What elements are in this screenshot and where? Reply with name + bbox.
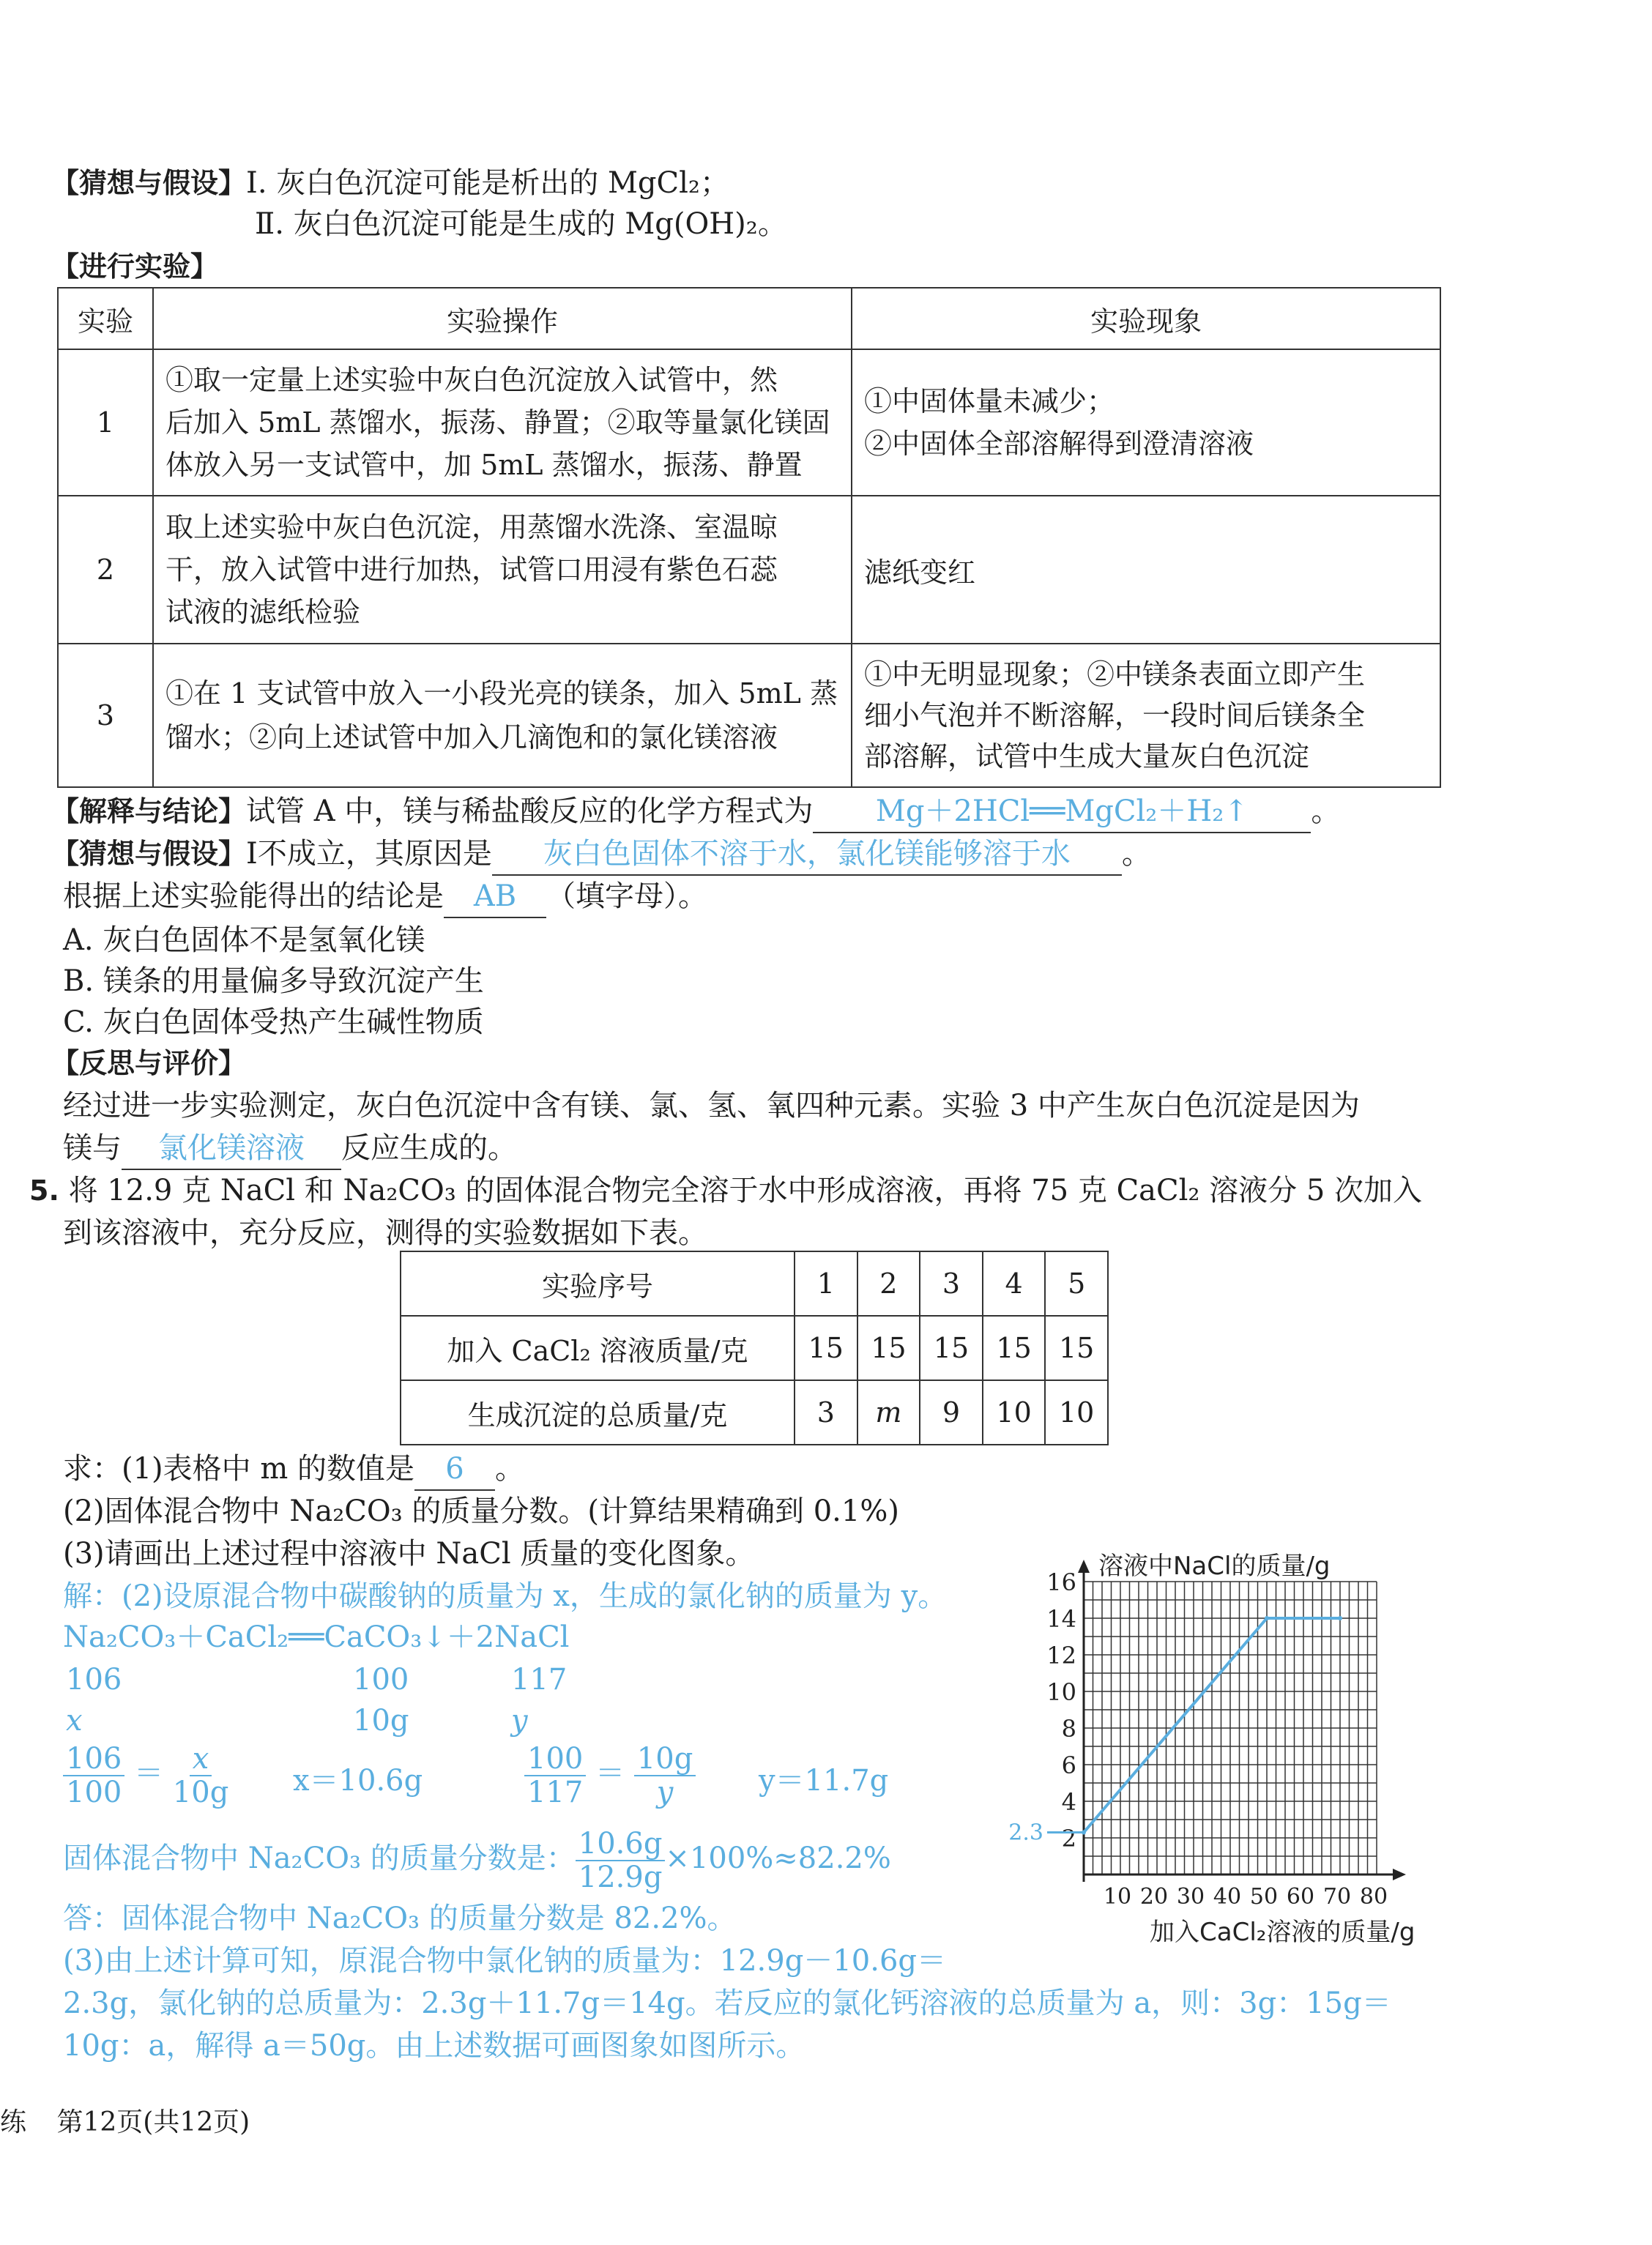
dt-r2-c2: 15 bbox=[857, 1316, 920, 1380]
series-point bbox=[1082, 1831, 1086, 1835]
hypothesis2-end: 。 bbox=[1121, 837, 1151, 871]
q5-ask1-answer: 6 bbox=[414, 1448, 495, 1491]
frac4-num: 10g bbox=[634, 1743, 696, 1776]
reflection-line2 bbox=[63, 1128, 517, 1170]
exp-row1-obs-l2: ②中固体全部溶解得到澄清溶液 bbox=[864, 428, 1254, 460]
exp-row3-obs-l2: 细小气泡并不断溶解，一段时间后镁条全 bbox=[864, 699, 1366, 731]
sol-s9: 10g：a，解得 a＝50g。由上述数据可画图象如图所示。 bbox=[63, 2029, 805, 2063]
series-point bbox=[1265, 1616, 1269, 1620]
frac5-num: 10.6g bbox=[576, 1828, 666, 1861]
dt-r2-c4: 15 bbox=[983, 1316, 1046, 1380]
series-point bbox=[1338, 1616, 1342, 1620]
exp-header-op: 实验操作 bbox=[153, 288, 852, 349]
hypothesis2-heading: 【猜想与假设】 bbox=[51, 838, 247, 870]
derive-line bbox=[63, 876, 707, 918]
conclusion-answer: Mg＋2HCl══MgCl₂＋H₂↑ bbox=[813, 791, 1311, 833]
frac3-eq: ＝ bbox=[595, 1757, 625, 1790]
frac-x-10g bbox=[173, 1743, 229, 1809]
footer-page: 第12页(共12页) bbox=[56, 2107, 250, 2137]
experiment-heading: 【进行实验】 bbox=[51, 250, 219, 283]
frac1-num: 106 bbox=[63, 1743, 124, 1776]
dt-r2-c1: 15 bbox=[795, 1316, 857, 1380]
sol-m1-2: 117 bbox=[511, 1663, 568, 1697]
frac2-den: 10g bbox=[172, 1776, 229, 1809]
sol-s5 bbox=[63, 1828, 891, 1894]
derive-end: （填字母）。 bbox=[546, 879, 707, 913]
sol-s5b: ×100%≈82.2% bbox=[665, 1842, 891, 1875]
footer bbox=[0, 2101, 250, 2139]
exp-row2-op bbox=[153, 496, 852, 644]
x-axis-arrow bbox=[1393, 1869, 1406, 1880]
x-tick-label: 80 bbox=[1359, 1884, 1388, 1910]
frac-percent bbox=[576, 1828, 666, 1894]
exp-row1-op-l2: 后加入 5mL 蒸馏水，振荡、静置；②取等量氯化镁固 bbox=[165, 406, 830, 439]
data-table bbox=[400, 1251, 1109, 1445]
dt-r1-c5: 5 bbox=[1045, 1251, 1108, 1316]
frac2-num: x bbox=[190, 1743, 212, 1776]
frac3-den: 117 bbox=[527, 1776, 584, 1809]
hypothesis-h1: Ⅰ. 灰白色沉淀可能是析出的 MgCl₂； bbox=[246, 166, 729, 200]
frac-106-100 bbox=[63, 1743, 124, 1809]
y-tick-label: 2 bbox=[1061, 1825, 1076, 1853]
conclusion-heading: 【解释与结论】 bbox=[51, 795, 247, 827]
reflection-answer: 氯化镁溶液 bbox=[122, 1128, 341, 1170]
exp-header-no: 实验 bbox=[58, 288, 153, 349]
y-tick-label: 16 bbox=[1046, 1568, 1076, 1596]
conclusion-text: 试管 A 中，镁与稀盐酸反应的化学方程式为 bbox=[246, 794, 814, 828]
sol-s6: 答：固体混合物中 Na₂CO₃ 的质量分数是 82.2%。 bbox=[63, 1902, 737, 1935]
dt-r3-c3: 9 bbox=[920, 1380, 983, 1445]
y-tick-label: 12 bbox=[1046, 1642, 1076, 1669]
frac1-den: 100 bbox=[66, 1776, 122, 1809]
sol-frac-row bbox=[63, 1743, 228, 1809]
exp-row1-obs bbox=[852, 349, 1440, 496]
sol-s5a: 固体混合物中 Na₂CO₃ 的质量分数是： bbox=[63, 1842, 576, 1875]
chart-title: 溶液中NaCl的质量/g bbox=[1098, 1552, 1331, 1581]
dt-r3-c1: 3 bbox=[795, 1380, 857, 1445]
reflection-line2a: 镁与 bbox=[63, 1131, 122, 1165]
conclusion-line bbox=[51, 791, 1340, 833]
y-tick-label: 4 bbox=[1061, 1788, 1076, 1816]
dt-r1-c3: 3 bbox=[920, 1251, 983, 1316]
dt-r3-c0: 生成沉淀的总质量/克 bbox=[401, 1380, 795, 1445]
y-tick-label: 14 bbox=[1046, 1605, 1076, 1633]
sol-m2-1: 10g bbox=[353, 1704, 409, 1738]
sol-s8: 2.3g，氯化钠的总质量为：2.3g＋11.7g＝14g。若反应的氯化钙溶液的总质量为 a，则：3g：15g＝ bbox=[63, 1987, 1391, 2020]
dt-r2-c0: 加入 CaCl₂ 溶液质量/克 bbox=[401, 1316, 795, 1380]
experiment-table bbox=[57, 287, 1441, 788]
derive-answer: AB bbox=[444, 876, 546, 918]
frac3-num: 100 bbox=[524, 1743, 586, 1776]
frac-100-117 bbox=[524, 1743, 586, 1809]
sol-yres: y＝11.7g bbox=[759, 1764, 889, 1798]
x-tick-label: 40 bbox=[1213, 1884, 1242, 1910]
x-tick-label: 10 bbox=[1103, 1884, 1132, 1910]
q5-line2: 到该溶液中，充分反应，测得的实验数据如下表。 bbox=[63, 1216, 707, 1250]
option-c: C. 灰白色固体受热产生碱性物质 bbox=[63, 1005, 484, 1039]
sol-m1-1: 100 bbox=[353, 1663, 409, 1697]
footer-left: 练 bbox=[0, 2107, 27, 2137]
x-tick-label: 30 bbox=[1176, 1884, 1205, 1910]
y-tick-label: 8 bbox=[1061, 1715, 1076, 1743]
exp-row2-op-l2: 干，放入试管中进行加热，试管口用浸有紫色石蕊 bbox=[165, 554, 778, 586]
option-a: A. 灰白色固体不是氢氧化镁 bbox=[63, 923, 425, 957]
exp-header-obs: 实验现象 bbox=[852, 288, 1440, 349]
y-axis-arrow bbox=[1078, 1560, 1090, 1573]
dt-r2-c5: 15 bbox=[1045, 1316, 1108, 1380]
dt-r2-c3: 15 bbox=[920, 1316, 983, 1380]
exp-row2-obs: 滤纸变红 bbox=[852, 496, 1440, 644]
exp-row1-op bbox=[153, 349, 852, 496]
frac1-eq: ＝ bbox=[134, 1757, 164, 1790]
dt-r3-c4: 10 bbox=[983, 1380, 1046, 1445]
sol-m2-2: y bbox=[511, 1704, 528, 1738]
sol-frac-row2 bbox=[524, 1743, 696, 1809]
dt-r1-c4: 4 bbox=[983, 1251, 1046, 1316]
reflection-heading: 【反思与评价】 bbox=[51, 1047, 247, 1079]
y-tick-label: 6 bbox=[1061, 1751, 1076, 1779]
option-b: B. 镁条的用量偏多导致沉淀产生 bbox=[63, 964, 484, 998]
x-axis-label: 加入CaCl₂溶液的质量/g bbox=[1150, 1918, 1415, 1947]
exp-row3-op-l1: ①在 1 支试管中放入一小段光亮的镁条，加入 5mL 蒸 bbox=[165, 677, 838, 710]
frac-10g-y bbox=[634, 1743, 696, 1809]
exp-row3-op bbox=[153, 644, 852, 787]
frac4-den: y bbox=[656, 1776, 674, 1809]
q5-ask1-end: 。 bbox=[495, 1452, 525, 1486]
nacl-mass-chart bbox=[1008, 1552, 1465, 1948]
hypothesis2-line bbox=[51, 833, 1151, 876]
exp-row3-obs-l1: ①中无明显现象；②中镁条表面立即产生 bbox=[864, 658, 1366, 690]
dt-r1-c2: 2 bbox=[857, 1251, 920, 1316]
exp-row1-op-l3: 体放入另一支试管中，加 5mL 蒸馏水，振荡、静置 bbox=[165, 449, 803, 481]
exp-row3-obs-l3: 部溶解，试管中生成大量灰白色沉淀 bbox=[864, 740, 1310, 772]
q5-num: 5. bbox=[29, 1174, 59, 1207]
exp-row3-obs bbox=[852, 644, 1440, 787]
exp-row1-obs-l1: ①中固体量未减少； bbox=[864, 385, 1115, 417]
q5-line1-text: 将 12.9 克 NaCl 和 Na₂CO₃ 的固体混合物完全溶于水中形成溶液，再将 75 克 CaCl₂ 溶液分 5 次加入 bbox=[68, 1174, 1423, 1207]
hypothesis2-text: Ⅰ不成立，其原因是 bbox=[246, 837, 492, 871]
x-tick-label: 60 bbox=[1286, 1884, 1315, 1910]
hypothesis2-answer: 灰白色固体不溶于水，氯化镁能够溶于水 bbox=[492, 833, 1122, 876]
hypothesis-heading: 【猜想与假设】 bbox=[51, 167, 247, 199]
x-tick-label: 50 bbox=[1249, 1884, 1279, 1910]
hypothesis-line1 bbox=[51, 163, 729, 204]
dt-r3-c2: m bbox=[857, 1380, 920, 1445]
exp-row2-op-l1: 取上述实验中灰白色沉淀，用蒸馏水洗涤、室温晾 bbox=[165, 511, 778, 543]
reflection-line2b: 反应生成的。 bbox=[341, 1131, 517, 1165]
sol-m1-0: 106 bbox=[66, 1663, 122, 1697]
dt-r1-c0: 实验序号 bbox=[401, 1251, 795, 1316]
x-tick-label: 70 bbox=[1322, 1884, 1352, 1910]
frac5-den: 12.9g bbox=[578, 1861, 663, 1894]
dt-r1-c1: 1 bbox=[795, 1251, 857, 1316]
sol-m2-0: x bbox=[66, 1704, 83, 1738]
exp-row3-no: 3 bbox=[58, 644, 153, 787]
conclusion-end: 。 bbox=[1311, 794, 1341, 828]
sol-eq: Na₂CO₃＋CaCl₂══CaCO₃↓＋2NaCl bbox=[63, 1620, 570, 1654]
exp-row3-op-l2: 馏水；②向上述试管中加入几滴饱和的氯化镁溶液 bbox=[165, 721, 778, 753]
exp-row2-no: 2 bbox=[58, 496, 153, 644]
sol-s1: 解：(2)设原混合物中碳酸钠的质量为 x，生成的氯化钠的质量为 y。 bbox=[63, 1579, 948, 1613]
dt-r3-c5: 10 bbox=[1045, 1380, 1108, 1445]
exp-row2-op-l3: 试液的滤纸检验 bbox=[165, 596, 361, 628]
start-value-label: 2.3 bbox=[1008, 1820, 1043, 1846]
x-tick-label: 20 bbox=[1139, 1884, 1169, 1910]
sol-s7: (3)由上述计算可知，原混合物中氯化钠的质量为：12.9g－10.6g＝ bbox=[63, 1944, 946, 1978]
hypothesis-h2: Ⅱ. 灰白色沉淀可能是生成的 Mg(OH)₂。 bbox=[255, 207, 787, 241]
exp-row1-no: 1 bbox=[58, 349, 153, 496]
q5-ask1 bbox=[63, 1448, 524, 1491]
q5-ask3: (3)请画出上述过程中溶液中 NaCl 质量的变化图象。 bbox=[63, 1537, 755, 1571]
derive-text: 根据上述实验能得出的结论是 bbox=[63, 879, 444, 913]
sol-xres: x＝10.6g bbox=[293, 1764, 423, 1798]
q5-ask1-text: 求：(1)表格中 m 的数值是 bbox=[63, 1452, 415, 1486]
y-tick-label: 10 bbox=[1046, 1678, 1076, 1706]
q5-line1 bbox=[29, 1170, 1422, 1211]
exp-row1-op-l1: ①取一定量上述实验中灰白色沉淀放入试管中，然 bbox=[165, 364, 778, 396]
reflection-line1: 经过进一步实验测定，灰白色沉淀中含有镁、氯、氢、氧四种元素。实验 3 中产生灰白色沉淀是因为 bbox=[63, 1089, 1360, 1122]
q5-ask2: (2)固体混合物中 Na₂CO₃ 的质量分数。(计算结果精确到 0.1%) bbox=[63, 1494, 899, 1528]
